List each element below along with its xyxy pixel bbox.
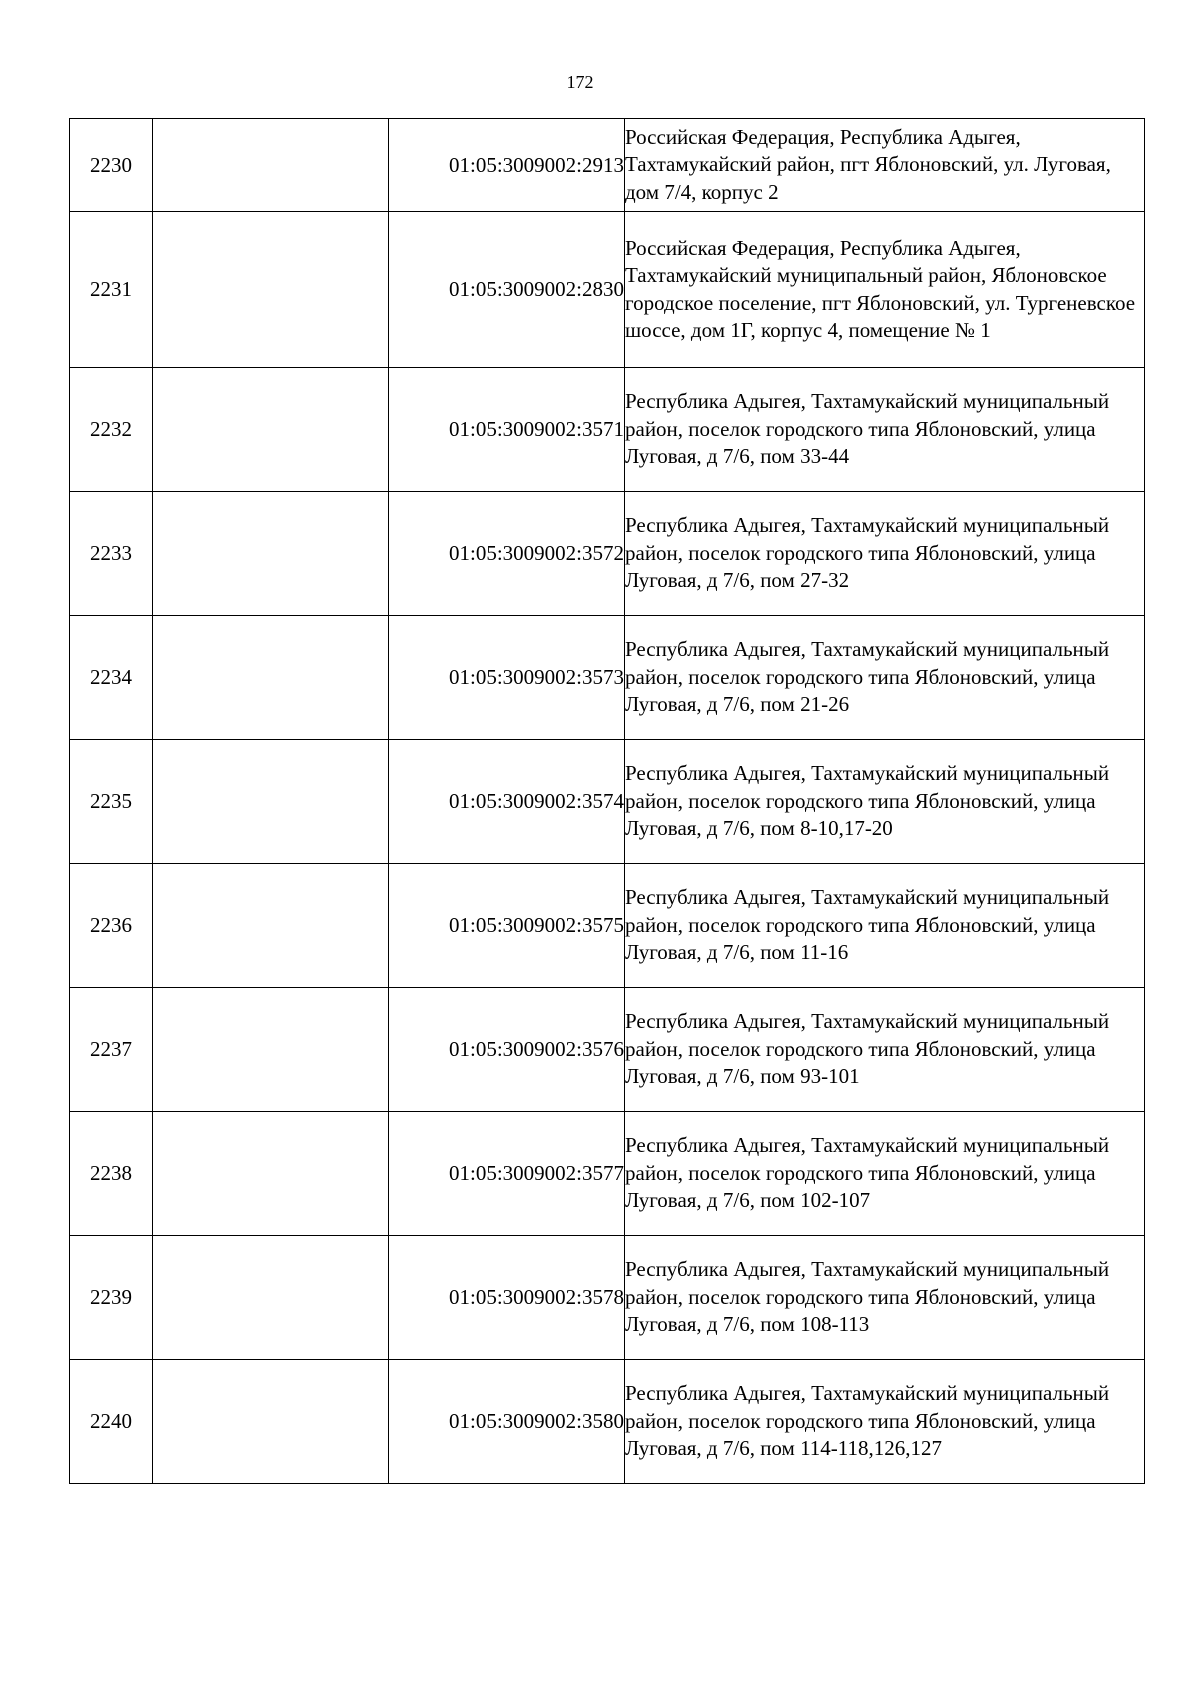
cadastral-number-cell: 01:05:3009002:2830: [389, 212, 625, 368]
cadastral-number-cell: 01:05:3009002:3578: [389, 1236, 625, 1360]
address-cell: Республика Адыгея, Тахтамукайский муниципальный район, поселок городского типа Яблоновский, улица Луговая, д 7/6, пом 102-107: [625, 1112, 1145, 1236]
row-number-cell: 2237: [70, 988, 153, 1112]
empty-cell: [153, 1360, 389, 1484]
registry-table: [69, 118, 1145, 1484]
empty-cell: [153, 119, 389, 212]
cadastral-number-cell: 01:05:3009002:3576: [389, 988, 625, 1112]
row-number-cell: 2238: [70, 1112, 153, 1236]
address-cell: Республика Адыгея, Тахтамукайский муниципальный район, поселок городского типа Яблоновский, улица Луговая, д 7/6, пом 27-32: [625, 492, 1145, 616]
cadastral-number-cell: 01:05:3009002:3580: [389, 1360, 625, 1484]
table-row: [70, 1360, 1145, 1484]
address-cell: Российская Федерация, Республика Адыгея, Тахтамукайский муниципальный район, Яблоновское городское поселение, пгт Яблоновский, ул. Тургеневское шоссе, дом 1Г, корпус 4, помещение № 1: [625, 212, 1145, 368]
cadastral-number-cell: 01:05:3009002:2913: [389, 119, 625, 212]
table-row: [70, 988, 1145, 1112]
cadastral-number-cell: 01:05:3009002:3575: [389, 864, 625, 988]
row-number-cell: 2234: [70, 616, 153, 740]
address-cell: Республика Адыгея, Тахтамукайский муниципальный район, поселок городского типа Яблоновский, улица Луговая, д 7/6, пом 108-113: [625, 1236, 1145, 1360]
address-cell: Республика Адыгея, Тахтамукайский муниципальный район, поселок городского типа Яблоновский, улица Луговая, д 7/6, пом 11-16: [625, 864, 1145, 988]
row-number-cell: 2230: [70, 119, 153, 212]
empty-cell: [153, 616, 389, 740]
cadastral-number-cell: 01:05:3009002:3574: [389, 740, 625, 864]
address-cell: Российская Федерация, Республика Адыгея, Тахтамукайский район, пгт Яблоновский, ул. Луговая, дом 7/4, корпус 2: [625, 119, 1145, 212]
empty-cell: [153, 988, 389, 1112]
table-row: [70, 1112, 1145, 1236]
row-number-cell: 2235: [70, 740, 153, 864]
empty-cell: [153, 368, 389, 492]
table-row: [70, 616, 1145, 740]
cadastral-number-cell: 01:05:3009002:3571: [389, 368, 625, 492]
cadastral-number-cell: 01:05:3009002:3573: [389, 616, 625, 740]
table-row: [70, 119, 1145, 212]
row-number-cell: 2233: [70, 492, 153, 616]
address-cell: Республика Адыгея, Тахтамукайский муниципальный район, поселок городского типа Яблоновский, улица Луговая, д 7/6, пом 8-10,17-20: [625, 740, 1145, 864]
table-row: [70, 368, 1145, 492]
address-cell: Республика Адыгея, Тахтамукайский муниципальный район, поселок городского типа Яблоновский, улица Луговая, д 7/6, пом 93-101: [625, 988, 1145, 1112]
row-number-cell: 2236: [70, 864, 153, 988]
address-cell: Республика Адыгея, Тахтамукайский муниципальный район, поселок городского типа Яблоновский, улица Луговая, д 7/6, пом 21-26: [625, 616, 1145, 740]
table-row: [70, 1236, 1145, 1360]
row-number-cell: 2232: [70, 368, 153, 492]
row-number-cell: 2239: [70, 1236, 153, 1360]
row-number-cell: 2231: [70, 212, 153, 368]
cadastral-number-cell: 01:05:3009002:3577: [389, 1112, 625, 1236]
table-row: [70, 212, 1145, 368]
empty-cell: [153, 212, 389, 368]
table-row: [70, 864, 1145, 988]
empty-cell: [153, 1236, 389, 1360]
empty-cell: [153, 740, 389, 864]
table-row: [70, 492, 1145, 616]
table-row: [70, 740, 1145, 864]
cadastral-number-cell: 01:05:3009002:3572: [389, 492, 625, 616]
row-number-cell: 2240: [70, 1360, 153, 1484]
empty-cell: [153, 492, 389, 616]
page-number: 172: [566, 72, 594, 92]
address-cell: Республика Адыгея, Тахтамукайский муниципальный район, поселок городского типа Яблоновский, улица Луговая, д 7/6, пом 33-44: [625, 368, 1145, 492]
empty-cell: [153, 864, 389, 988]
address-cell: Республика Адыгея, Тахтамукайский муниципальный район, поселок городского типа Яблоновский, улица Луговая, д 7/6, пом 114-118,126,127: [625, 1360, 1145, 1484]
empty-cell: [153, 1112, 389, 1236]
